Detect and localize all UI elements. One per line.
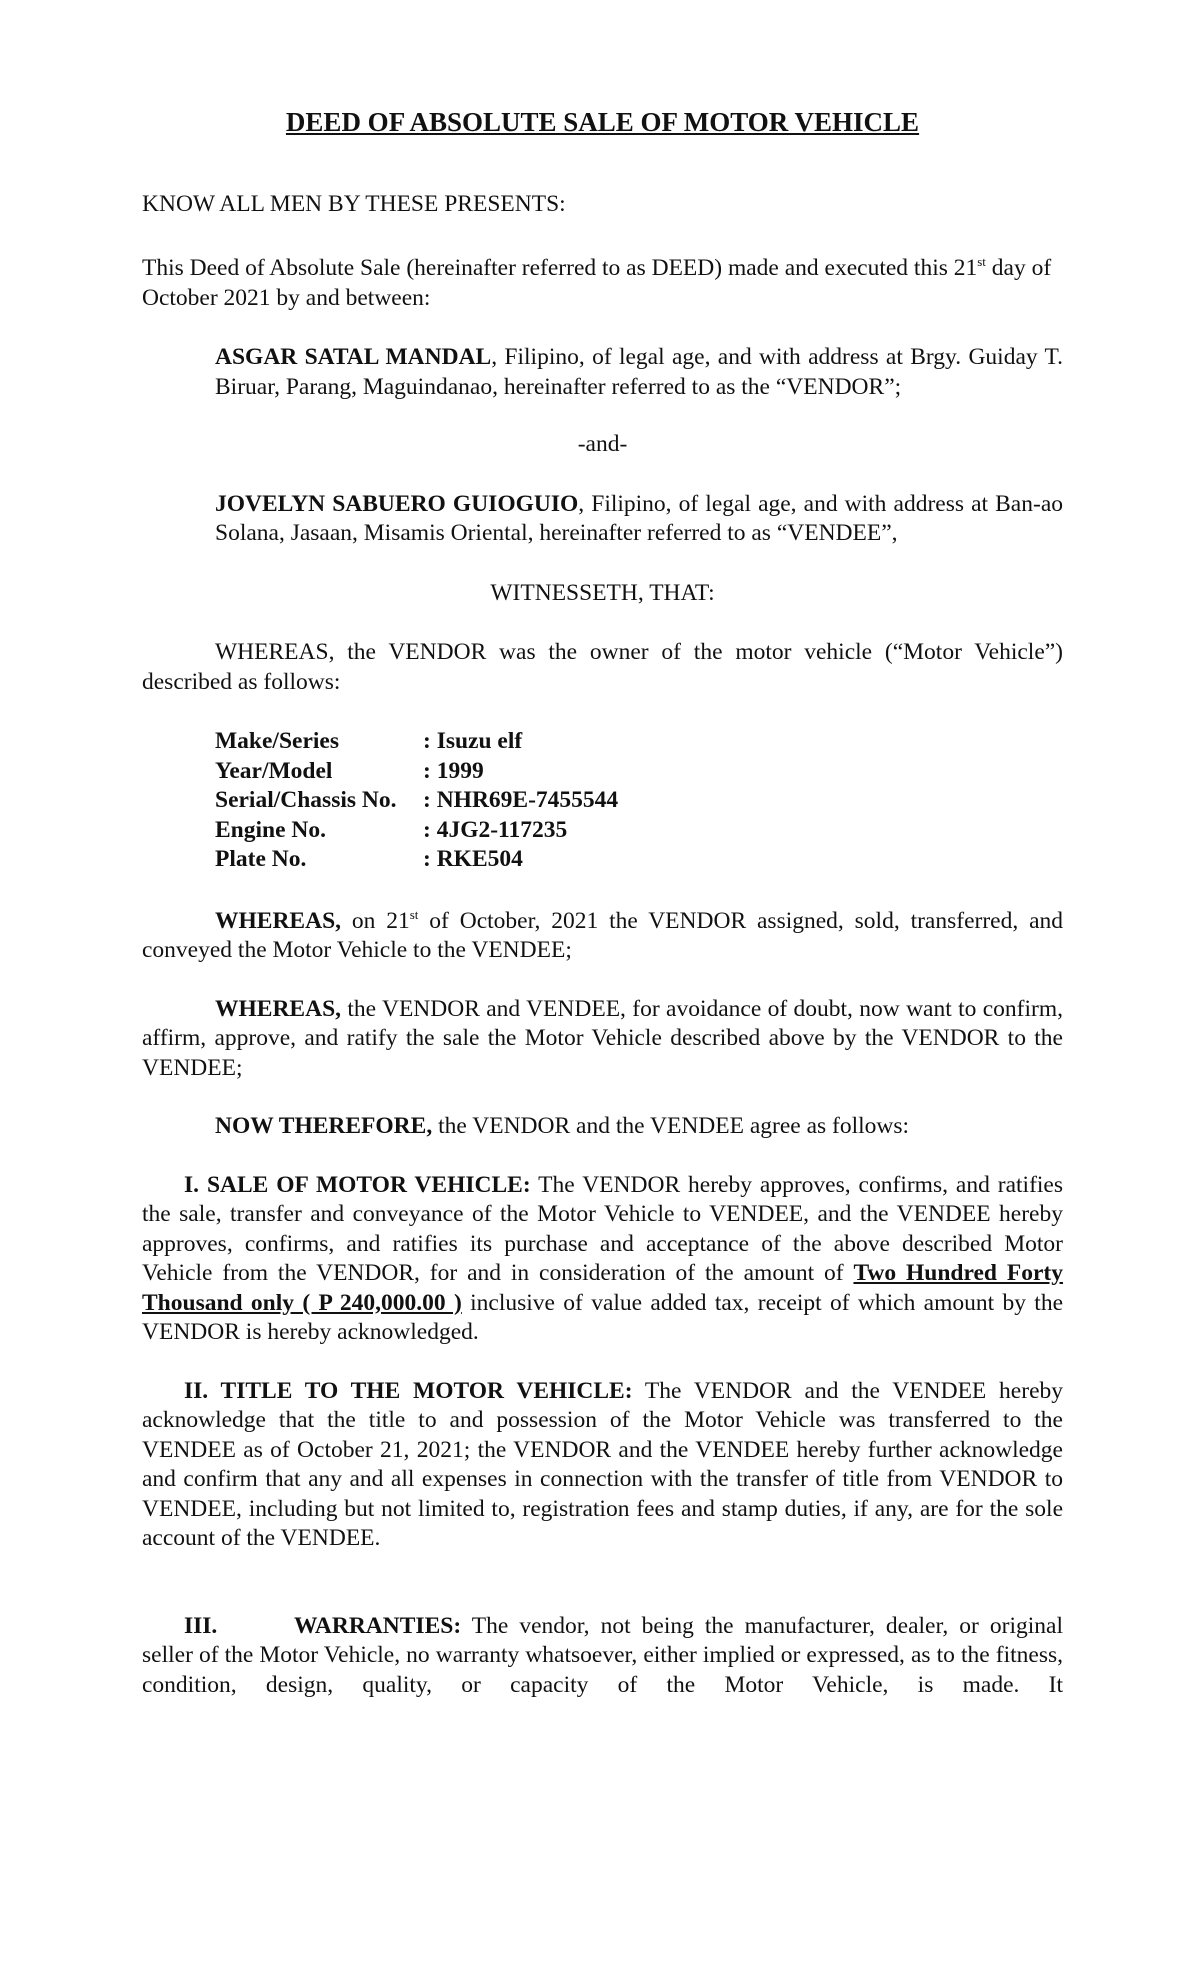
section-warranties [142, 1612, 1063, 1701]
vehicle-spec-label: Make/Series [215, 728, 339, 754]
intro-text-post: day of October 2021 by and between: [142, 255, 1052, 311]
now-therefore-text: the VENDOR and the VENDEE agree as follows: [432, 1113, 910, 1139]
vehicle-spec-table [215, 727, 618, 875]
vendor-name: ASGAR SATAL MANDAL [215, 344, 492, 370]
section-text: The VENDOR and the VENDEE hereby acknowledge that the title to and possession of the Motor Vehicle was transferred to the VENDEE as of October 21, 2021; the VENDOR and the VENDEE hereby further acknowledge and confirm that any and all expenses in connection with the transfer of title from VENDOR to VENDEE, including but not limited to, registration fees and stamp duties, if any, are for the sole account of the VENDEE. [142, 1377, 1063, 1551]
section-text-continued: inclusive of value added tax, receipt of which amount by the VENDOR is hereby acknowledged. [142, 1289, 1064, 1345]
whereas-ordinal-suffix: st [409, 906, 419, 922]
sale-amount: Two Hundred Forty Thousand only ( P 240,000.00 ) [142, 1260, 1063, 1316]
vehicle-spec-label: Serial/Chassis No. [215, 787, 397, 813]
vehicle-spec-label: Plate No. [215, 846, 307, 872]
vehicle-spec-row [215, 727, 618, 757]
whereas-sale-paragraph [142, 907, 1063, 966]
vendee-description: , Filipino, of legal age, and with address at Ban-ao Solana, Jasaan, Misamis Oriental, hereinafter referred to as “VENDEE”, [215, 490, 1063, 546]
document-title: DEED OF ABSOLUTE SALE OF MOTOR VEHICLE [285, 107, 920, 137]
vendee-name: JOVELYN SABUERO GUIOGUIO [215, 490, 579, 517]
whereas-sale-text-post: of October, 2021 the VENDOR assigned, sold, transferred, and conveyed the Motor Vehicle to the VENDEE; [142, 907, 1064, 963]
whereas-ratify-text: the VENDOR and VENDEE, for avoidance of doubt, now want to confirm, affirm, approve, and ratify the sale the Motor Vehicle described above by the VENDOR to the VENDEE; [142, 995, 1063, 1081]
whereas-sale-text-pre: on 21 [341, 907, 410, 934]
section-text: The vendor, not being the manufacturer, dealer, or original seller of the Motor Vehicle, no warranty whatsoever, either implied or expressed, as to the fitness, condition, design, quality, or capacity of the Motor Vehicle, is made. It [142, 1612, 1063, 1698]
vehicle-spec-value: : 1999 [423, 757, 484, 784]
now-therefore-keyword: NOW THEREFORE, [215, 1113, 433, 1139]
vendor-paragraph [215, 343, 1063, 402]
section-heading: WARRANTIES: [294, 1612, 462, 1639]
witnesseth-heading: WITNESSETH, THAT: [490, 579, 715, 606]
section-heading: I. SALE OF MOTOR VEHICLE: [184, 1171, 531, 1198]
and-separator: -and- [577, 431, 628, 457]
vendee-paragraph [215, 490, 1063, 549]
vehicle-spec-value: : RKE504 [423, 846, 523, 872]
whereas-owner-paragraph: WHEREAS, the VENDOR was the owner of the motor vehicle (“Motor Vehicle”) described as follows: [142, 639, 1063, 695]
vehicle-spec-row [215, 757, 618, 787]
vehicle-spec-value: : NHR69E-7455544 [423, 787, 619, 813]
whereas-ratify-paragraph [142, 995, 1063, 1084]
section-heading: II. TITLE TO THE MOTOR VEHICLE: [184, 1377, 633, 1404]
intro-text-pre: This Deed of Absolute Sale (hereinafter referred to as DEED) made and executed this 21 [142, 255, 978, 281]
section-title-to-motor-vehicle [142, 1377, 1063, 1554]
vehicle-spec-value: : Isuzu elf [423, 728, 523, 754]
now-therefore-paragraph [142, 1112, 1063, 1142]
vehicle-spec-label: Year/Model [215, 757, 333, 784]
vehicle-spec-row [215, 786, 618, 816]
section-number: III. [184, 1612, 218, 1639]
vehicle-spec-row [215, 845, 618, 875]
section-text: The VENDOR hereby approves, confirms, and ratifies the sale, transfer and conveyance of the Motor Vehicle to VENDEE, and the VENDEE hereby approves, confirms, and ratifies its purchase and acceptance of the above described Motor Vehicle from the VENDOR, for and in consideration of the amount of [142, 1171, 1064, 1286]
vendor-description: , Filipino, of legal age, and with address at Brgy. Guiday T. Biruar, Parang, Maguindanao, hereinafter referred to as the “VENDOR”; [215, 344, 1064, 400]
intro-paragraph [142, 254, 1063, 313]
know-all-men-heading: KNOW ALL MEN BY THESE PRESENTS: [142, 190, 566, 217]
vehicle-spec-value: : 4JG2-117235 [423, 816, 568, 843]
vehicle-spec-row [215, 816, 618, 846]
whereas-keyword: WHEREAS, [215, 995, 342, 1022]
vehicle-spec-label: Engine No. [215, 816, 326, 843]
section-sale-of-motor-vehicle [142, 1171, 1063, 1348]
intro-ordinal-suffix: st [977, 254, 986, 270]
whereas-keyword: WHEREAS, [215, 907, 342, 934]
